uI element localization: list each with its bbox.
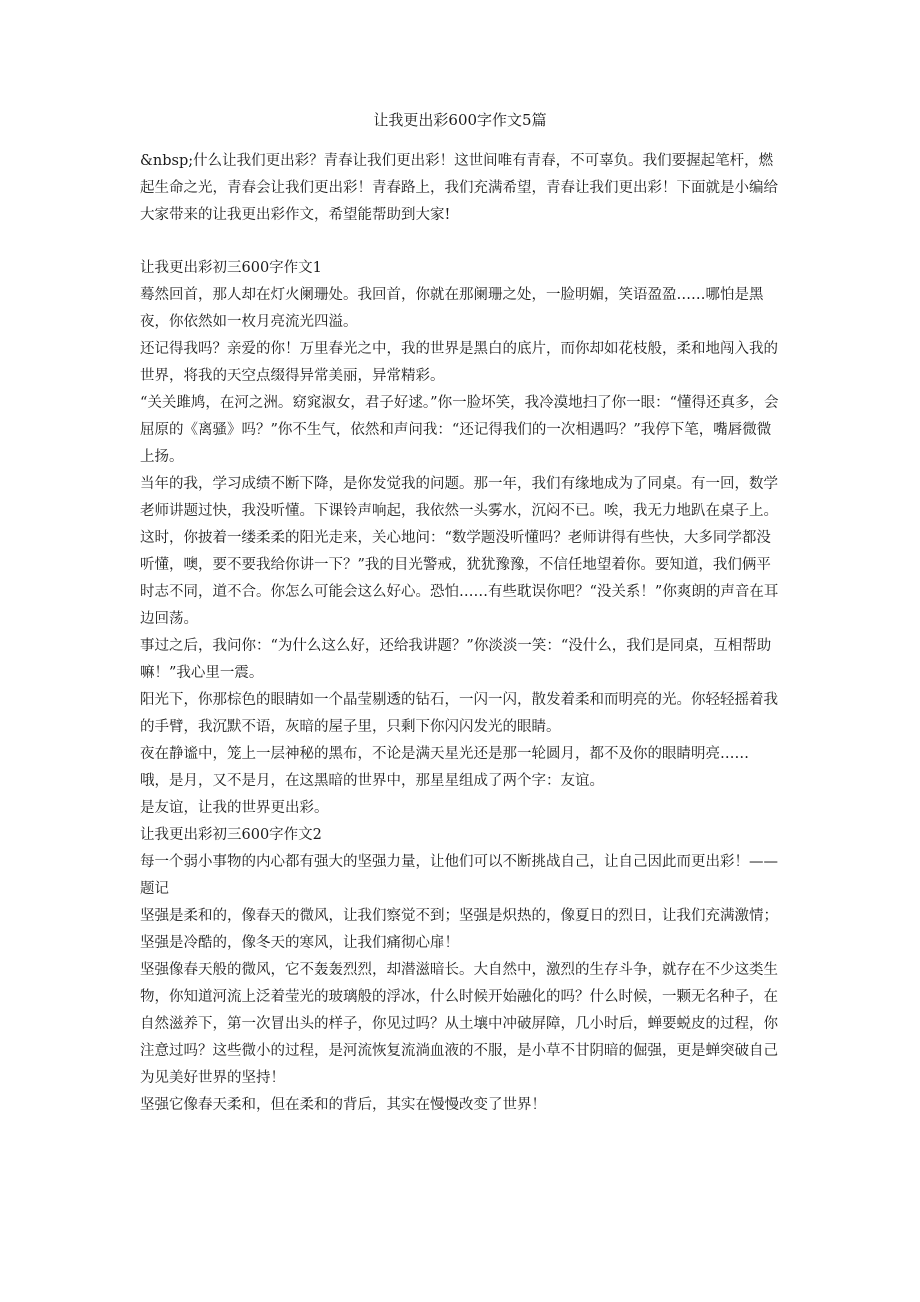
paragraph: 坚强像春天般的微风，它不轰轰烈烈，却潜滋暗长。大自然中，激烈的生存斗争，就存在不少这类生物，你知道河流上泛着莹光的玻璃般的浮冰，什么时候开始融化的吗？什么时候，一颗无名种子，在自然滋养下，第一次冒出头的样子，你见过吗？从土壤中冲破屏障，几小时后，蝉要蜕皮的过程，你注意过吗？这些微小的过程，是河流恢复流淌血液的不服，是小草不甘阴暗的倔强，更是蝉突破自己为见美好世界的坚持！ (140, 962, 778, 1086)
section-heading: 让我更出彩初三600字作文2 (140, 827, 322, 843)
paragraph: 事过之后，我问你：“为什么这么好，还给我讲题？”你淡淡一笑：“没什么，我们是同桌，互相帮助嘛！”我心里一震。 (140, 638, 772, 681)
paragraph: 坚强它像春天柔和，但在柔和的背后，其实在慢慢改变了世界！ (140, 1097, 546, 1113)
paragraph: 坚强是柔和的，像春天的微风，让我们察觉不到；坚强是炽热的，像夏日的烈日，让我们充满激情；坚强是冷酷的，像冬天的寒风，让我们痛彻心扉！ (140, 908, 778, 951)
paragraph: “关关雎鸠，在河之洲。窈窕淑女，君子好逑。”你一脸坏笑，我冷漠地扫了你一眼：“懂得还真多，会屈原的《离骚》吗？”你不生气，依然和声问我：“还记得我们的一次相遇吗？”我停下笔，嘴唇微微上扬。 (140, 395, 779, 465)
paragraph: 哦，是月，又不是月，在这黑暗的世界中，那星星组成了两个字：友谊。 (140, 773, 604, 789)
paragraph: 夜在静谧中，笼上一层神秘的黑布，不论是满天星光还是那一轮圆月，都不及你的眼睛明亮…… (140, 746, 749, 762)
paragraph: 每一个弱小事物的内心都有强大的坚强力量，让他们可以不断挑战自己，让自己因此而更出彩！——题记 (140, 854, 778, 897)
document-title: 让我更出彩600字作文5篇 (373, 111, 547, 129)
section-heading: 让我更出彩初三600字作文1 (140, 260, 322, 276)
paragraph: 还记得我吗？亲爱的你！万里春光之中，我的世界是黑白的底片，而你却如花枝般，柔和地闯入我的世界，将我的天空点缀得异常美丽，异常精彩。 (140, 341, 778, 384)
document-page (140, 110, 780, 1119)
paragraph: 当年的我，学习成绩不断下降，是你发觉我的问题。那一年，我们有缘地成为了同桌。有一回，数学老师讲题过快，我没听懂。下课铃声响起，我依然一头雾水，沉闷不已。唉，我无力地趴在桌子上。这时，你披着一缕柔柔的阳光走来，关心地问：“数学题没听懂吗？老师讲得有些快，大多同学都没听懂，噢，要不要我给你讲一下？”我的目光警戒，犹犹豫豫，不信任地望着你。要知道，我们俩平时志不同，道不合。你怎么可能会这么好心。恐怕……有些耽误你吧？“没关系！”你爽朗的声音在耳边回荡。 (140, 476, 779, 627)
intro-paragraph: &nbsp;什么让我们更出彩？青春让我们更出彩！这世间唯有青春，不可辜负。我们要握起笔杆，燃起生命之光，青春会让我们更出彩！青春路上，我们充满希望，青春让我们更出彩！下面就是小编给大家带来的让我更出彩作文，希望能帮助到大家! (140, 153, 778, 223)
section-2 (140, 822, 780, 1119)
paragraph: 阳光下，你那棕色的眼睛如一个晶莹剔透的钻石，一闪一闪，散发着柔和而明亮的光。你轻轻摇着我的手臂，我沉默不语，灰暗的屋子里，只剩下你闪闪发光的眼睛。 (140, 692, 778, 735)
section-1 (140, 255, 780, 822)
paragraph: 蓦然回首，那人却在灯火阑珊处。我回首，你就在那阑珊之处，一脸明媚，笑语盈盈……哪怕是黑夜，你依然如一枚月亮流光四溢。 (140, 287, 764, 330)
paragraph: 是友谊，让我的世界更出彩。 (140, 800, 329, 816)
